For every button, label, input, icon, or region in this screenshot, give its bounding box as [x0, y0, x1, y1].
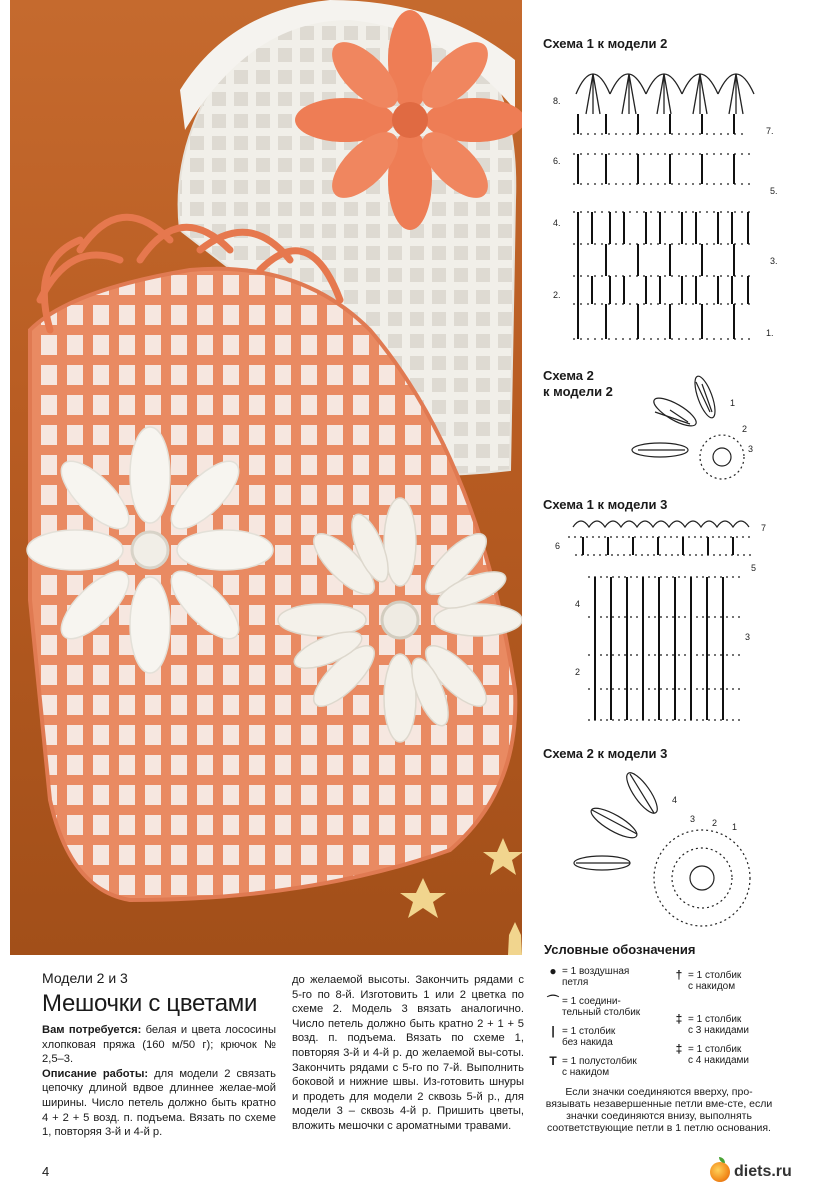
article-title: Мешочки с цветами	[42, 990, 258, 1017]
svg-text:7.: 7.	[766, 126, 774, 136]
article-column-1	[42, 1023, 276, 1140]
svg-text:2: 2	[742, 424, 748, 434]
svg-text:5: 5	[751, 563, 757, 573]
svg-text:4.: 4.	[553, 218, 561, 228]
scheme-2-model-2-diagram	[630, 372, 760, 487]
page-number: 4	[42, 1164, 50, 1179]
legend-item-chain: ● = 1 воздушная петля	[544, 966, 629, 988]
svg-text:1: 1	[730, 398, 736, 408]
svg-text:8.: 8.	[553, 96, 561, 106]
double-crochet-icon: †	[675, 968, 683, 982]
svg-text:3: 3	[690, 814, 696, 824]
apple-icon	[710, 1162, 730, 1182]
svg-text:3: 3	[745, 632, 751, 642]
svg-text:2: 2	[575, 667, 581, 677]
half-double-crochet-icon: T	[549, 1054, 557, 1068]
svg-text:6.: 6.	[553, 156, 561, 166]
legend-item-slip: ⌒ = 1 соедини- тельный столбик	[544, 996, 640, 1018]
crochet-bags-illustration	[10, 0, 522, 955]
svg-text:2: 2	[712, 818, 718, 828]
legend-title: Условные обозначения	[544, 942, 696, 957]
scheme-1-model-2-diagram	[548, 54, 788, 354]
scheme-2-model-3-title: Схема 2 к модели 3	[543, 746, 668, 761]
models-label: Модели 2 и 3	[42, 970, 128, 986]
article-column-2: до желаемой высоты. Закончить рядами с 5-го по 8-й. Изготовить 1 или 2 цветка по схеме 2. Модель 3 вязать аналогично. Число петель должно быть кратно 2 + 1 + 5 возд. п. подъема. Вязать по схеме 1, повторяя 3-й и 4-й р. до желаемой вы-соты. Закончить рядами с 5-го по 7-й. Выполнить боковой и нижние швы. Из-готовить шнуры и продеть для модели 2 сквозь 5-й р., для модели 3 – сквозь 4-й р. Пришить цветы, вложить мешочки с ароматными травами.	[292, 974, 524, 1132]
description-label: Описание работы:	[42, 1067, 149, 1080]
legend-item-hdc: T = 1 полустолбик с накидом	[544, 1056, 637, 1078]
quad-yarn-over-icon: ‡	[675, 1042, 683, 1056]
scheme-1-model-3-diagram	[553, 515, 773, 730]
scheme-1-model-2-title: Схема 1 к модели 2	[543, 36, 668, 51]
svg-text:1.: 1.	[766, 328, 774, 338]
slip-stitch-icon: ⌒	[546, 994, 559, 1008]
legend-item-sc: | = 1 столбик без накида	[544, 1026, 615, 1048]
svg-text:1: 1	[732, 822, 738, 832]
scheme-2-model-3-diagram	[572, 768, 772, 933]
materials-label: Вам потребуется:	[42, 1024, 142, 1036]
svg-text:3.: 3.	[770, 256, 778, 266]
svg-text:5.: 5.	[770, 186, 778, 196]
svg-text:7: 7	[761, 523, 767, 533]
svg-text:4: 4	[575, 599, 581, 609]
site-logo[interactable]	[710, 1162, 792, 1182]
site-name: diets.ru	[734, 1163, 792, 1180]
white-flower	[27, 427, 273, 673]
svg-text:2.: 2.	[553, 290, 561, 300]
scheme-1-model-3-title: Схема 1 к модели 3	[543, 497, 668, 512]
legend-note: Если значки соединяются вверху, про-вязывать незавершенные петли вме-сте, если значки соединяются внизу, выполнять соответствующие петли в 1 петлю основания.	[545, 1086, 773, 1134]
materials-text: белая и цвета лососины хлопковая пряжа (160 м/50 г); крючок № 2,5–3.	[42, 1024, 276, 1066]
scheme-2-model-2-title: Схема 2 к модели 2	[543, 368, 613, 399]
legend-item-3yo: ‡ = 1 столбик с 3 накидами	[670, 1014, 749, 1036]
triple-yarn-over-icon: ‡	[675, 1012, 683, 1026]
svg-text:6: 6	[555, 541, 561, 551]
svg-text:4: 4	[672, 795, 678, 805]
product-photo	[10, 0, 522, 955]
svg-text:3: 3	[748, 444, 754, 454]
chain-stitch-icon: ●	[549, 964, 557, 978]
legend-item-4yo: ‡ = 1 столбик с 4 накидами	[670, 1044, 749, 1066]
single-crochet-icon: |	[551, 1024, 555, 1038]
description-text: для модели 2 связать цепочку длиной вдвое длиннее желае-мой ширины. Число петель должно быть кратно 4 + 2 + 5 возд. п. подъема. Вязать по схеме 1, повторяя 3-й и 4-й р.	[42, 1067, 276, 1139]
legend-item-dc: † = 1 столбик с накидом	[670, 970, 741, 992]
